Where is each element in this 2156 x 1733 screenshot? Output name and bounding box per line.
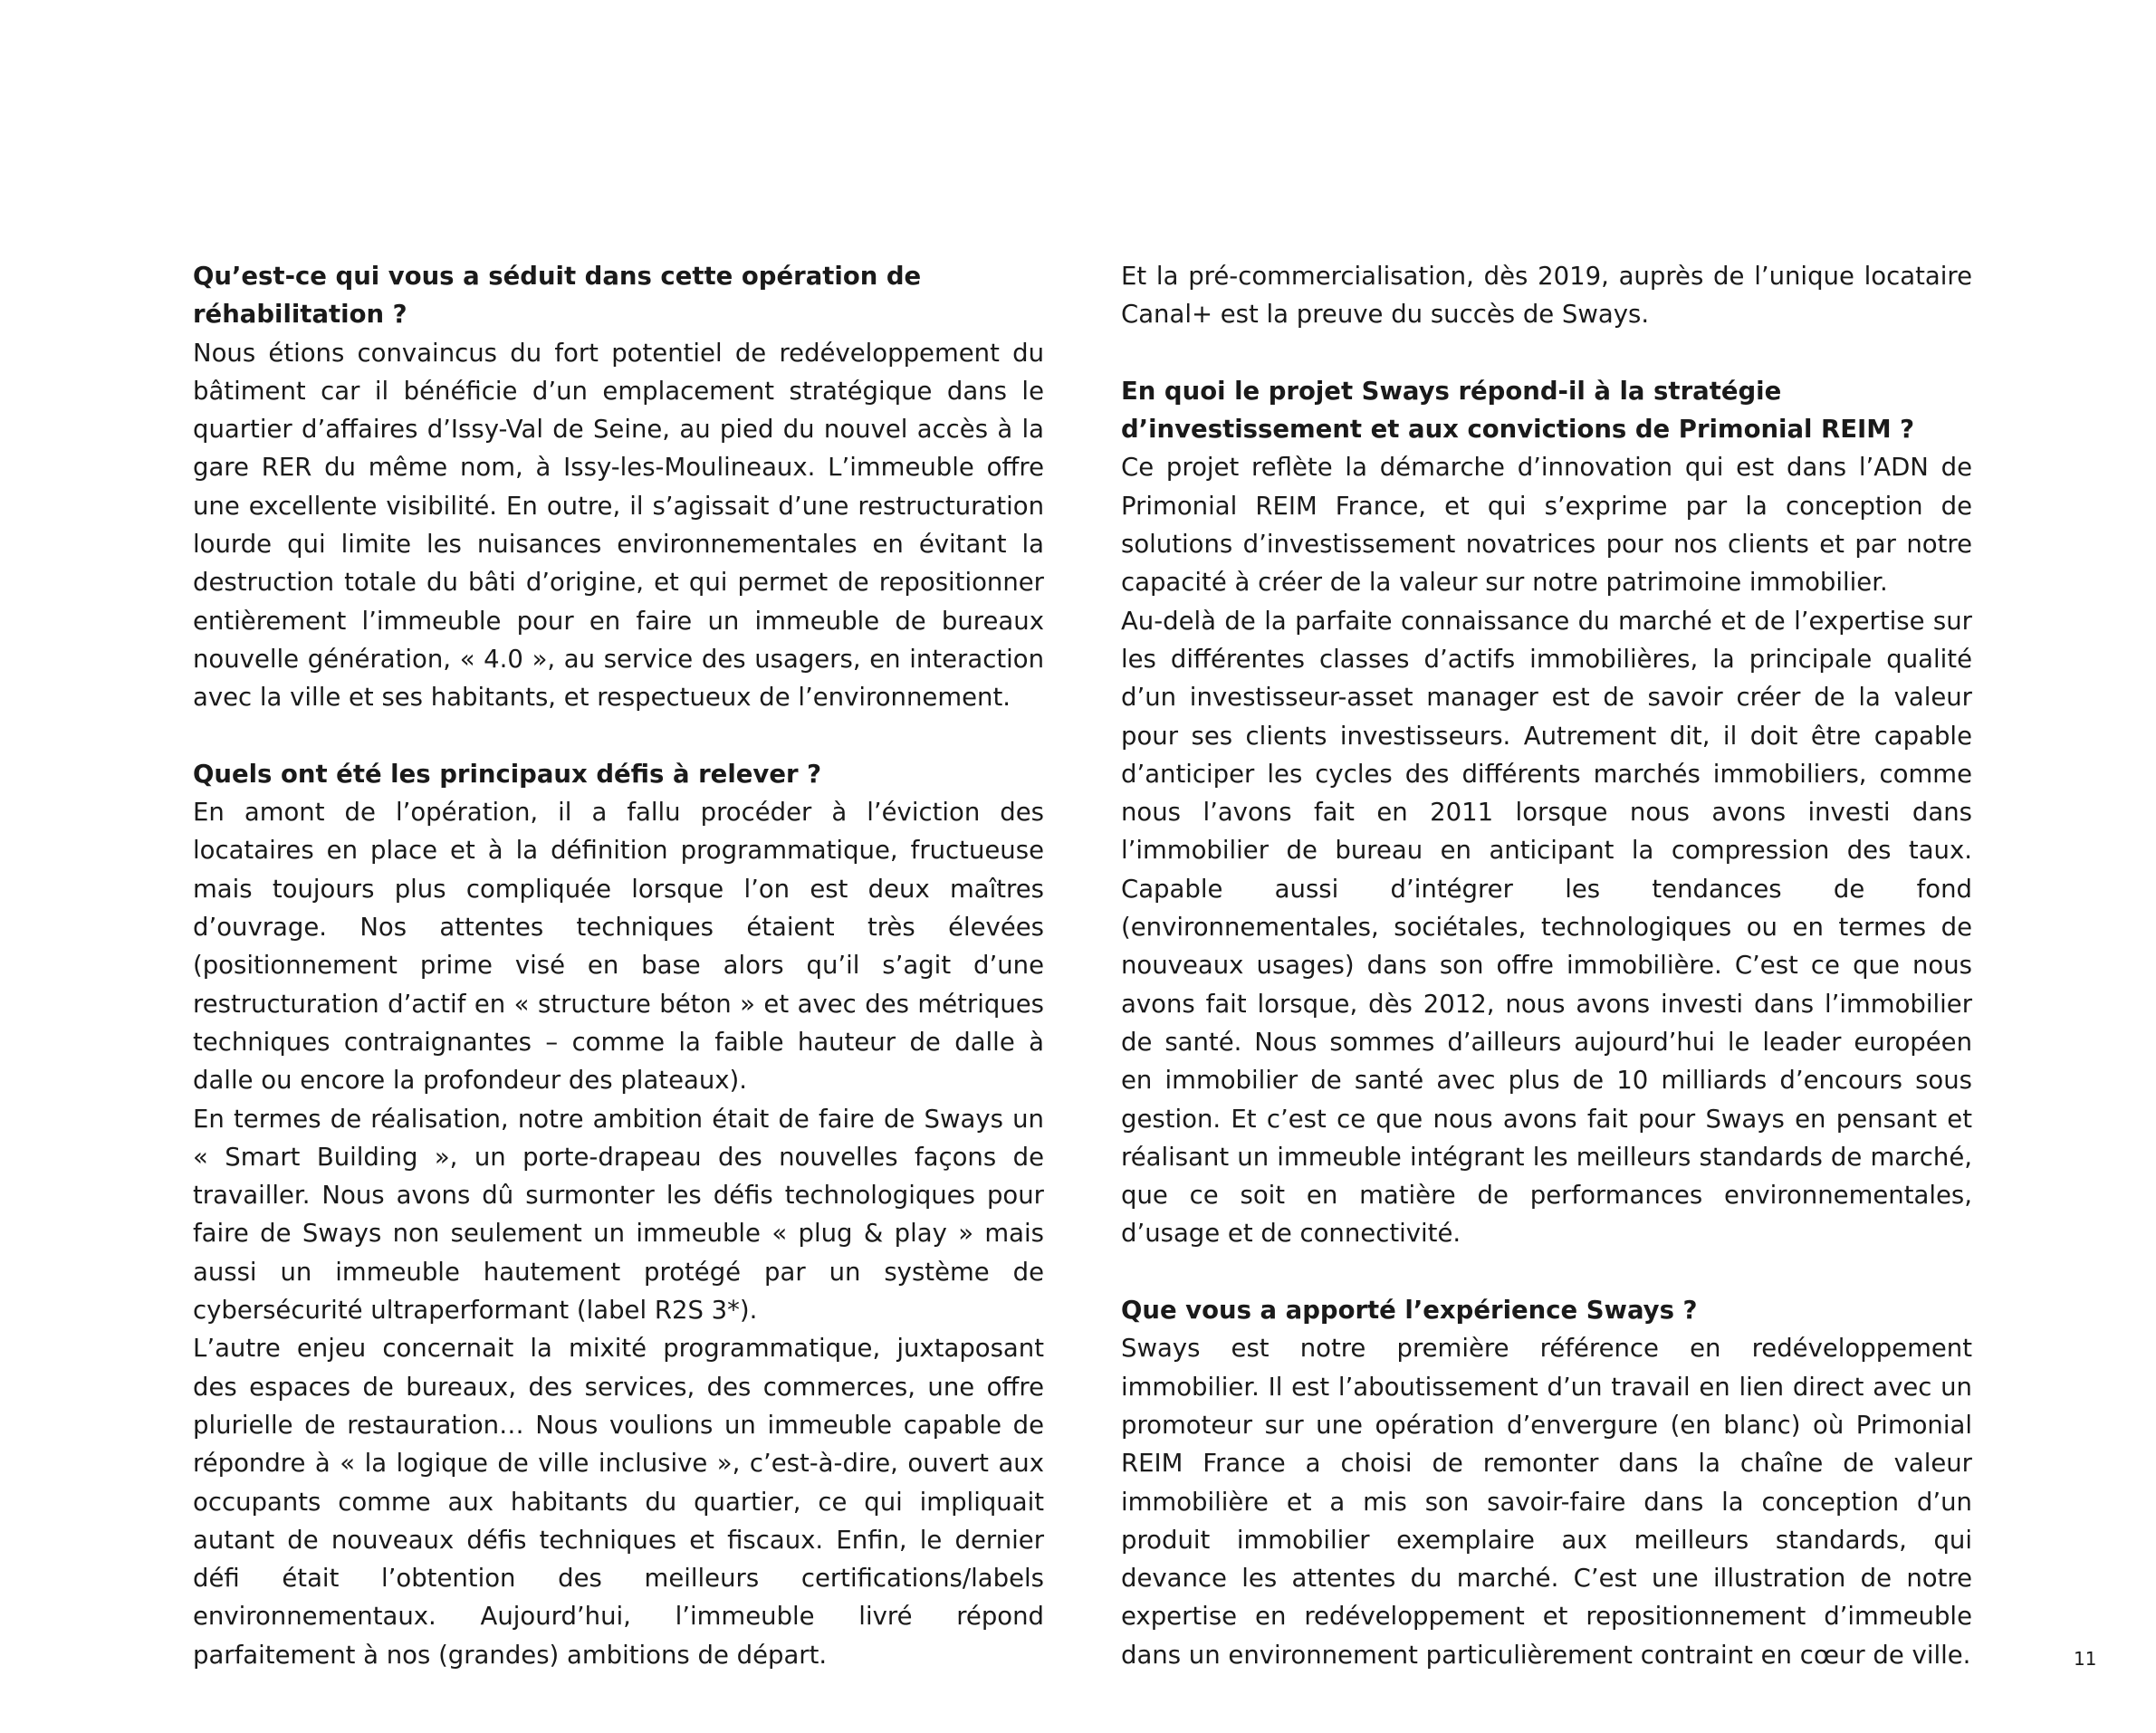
right-column: [1121, 257, 1972, 1674]
answer-experience: Sways est notre première référence en redéveloppement immobilier. Il est l’aboutissement d’un travail en lien direct avec un promoteur sur une opération d’envergure (en blanc) où Primonial REIM France a choisi de remonter dans la chaîne de valeur immobilière et a mis son savoir-faire dans la conception d’un produit immobilier exemplaire aux meilleurs standards, qui devance les attentes du marché. C’est une illustration de notre expertise en redéveloppement et repositionnement d’immeuble dans un environnement particulièrement contraint en cœur de ville.: [1121, 1334, 1972, 1670]
question-strategy: En quoi le projet Sways répond-il à la stratégie d’investissement et aux convictions de Primonial REIM ?: [1121, 376, 1915, 445]
question-seduction: Qu’est-ce qui vous a séduit dans cette opération de réhabilitation ?: [193, 262, 922, 330]
page-number: 11: [2074, 1648, 2097, 1670]
answer-challenges-part-4: Et la pré-commercialisation, dès 2019, auprès de l’unique locataire Canal+ est la preuve du succès de Sways.: [1121, 262, 1972, 330]
question-experience: Que vous a apporté l’expérience Sways ?: [1121, 1296, 1698, 1326]
answer-strategy-part-2: Au-delà de la parfaite connaissance du marché et de l’expertise sur les différentes classes d’actifs immobilières, la principale qualité d’un investisseur-asset manager est de savoir créer de la valeur pour ses clients investisseurs. Autrement dit, il doit être capable d’anticiper les cycles des différents marchés immobiliers, comme nous l’avons fait en 2011 lorsque nous avons investi dans l’immobilier de bureau en anticipant la compression des taux. Capable aussi d’intégrer les tendances de fond (environnementales, sociétales, technologiques ou en termes de nouveaux usages) dans son offre immobilière. C’est ce que nous avons fait lorsque, dès 2012, nous avons investi dans l’immobilier de santé. Nous sommes d’ailleurs aujourd’hui le leader européen en immobilier de santé avec plus de 10 milliards d’encours sous gestion. Et c’est ce que nous avons fait pour Sways en pensant et réalisant un immeuble intégrant les meilleurs standards de marché, que ce soit en matière de performances environnementales, d’usage et de connectivité.: [1121, 606, 1972, 1249]
paragraph-gap: [1121, 334, 1972, 372]
question-challenges: Quels ont été les principaux défis à relever ?: [193, 759, 822, 789]
answer-challenges-part-1: En amont de l’opération, il a fallu procéder à l’éviction des locataires en place et à la définition programmatique, fructueuse mais toujours plus compliquée lorsque l’on est deux maîtres d’ouvrage. Nos attentes techniques étaient très élevées (positionnement prime visé en base alors qu’il s’agit d’une restructuration d’actif en « structure béton » et avec des métriques techniques contraignantes – comme la faible hauteur de dalle à dalle ou encore la profondeur des plateaux).: [193, 798, 1044, 1096]
answer-strategy-part-1: Ce projet reflète la démarche d’innovation qui est dans l’ADN de Primonial REIM France, et qui s’exprime par la conception de solutions d’investissement novatrices pour nos clients et par notre capacité à créer de la valeur sur notre patrimoine immobilier.: [1121, 453, 1972, 598]
paragraph-gap: [193, 717, 1044, 755]
answer-seduction: Nous étions convaincus du fort potentiel de redéveloppement du bâtiment car il bénéficie d’un emplacement stratégique dans le quartier d’affaires d’Issy-Val de Seine, au pied du nouvel accès à la gare RER du même nom, à Issy-les-Moulineaux. L’immeuble offre une excellente visibilité. En outre, il s’agissait d’une restructuration lourde qui limite les nuisances environnementales en évitant la destruction totale du bâti d’origine, et qui permet de repositionner entièrement l’immeuble pour en faire un immeuble de bureaux nouvelle génération, « 4.0 », au service des usagers, en interaction avec la ville et ses habitants, et respectueux de l’environnement.: [193, 338, 1044, 713]
answer-challenges-part-3: L’autre enjeu concernait la mixité programmatique, juxtaposant des espaces de bureaux, des services, des commerces, une offre plurielle de restauration… Nous voulions un immeuble capable de répondre à « la logique de ville inclusive », c’est-à-dire, ouvert aux occupants comme aux habitants du quartier, ce qui impliquait autant de nouveaux défis techniques et fiscaux. Enfin, le dernier défi était l’obtention des meilleurs certifications/labels environnementaux. Aujourd’hui, l’immeuble livré répond parfaitement à nos (grandes) ambitions de départ.: [193, 1334, 1044, 1670]
paragraph-gap: [1121, 1253, 1972, 1291]
answer-challenges-part-2: En termes de réalisation, notre ambition était de faire de Sways un « Smart Building », un porte-drapeau des nouvelles façons de travailler. Nous avons dû surmonter les défis technologiques pour faire de Sways non seulement un immeuble « plug & play » mais aussi un immeuble hautement protégé par un système de cybersécurité ultraperformant (label R2S 3*).: [193, 1104, 1044, 1326]
left-column: [193, 257, 1044, 1674]
